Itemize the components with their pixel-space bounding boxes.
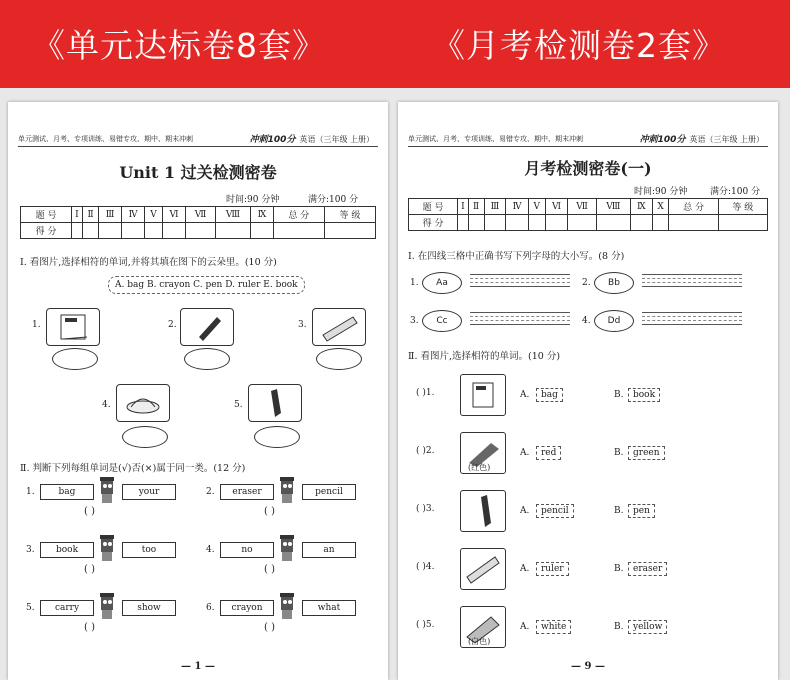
word-box: book	[40, 542, 94, 558]
table-header-cell: Ⅷ	[596, 199, 630, 215]
score-cell[interactable]	[596, 215, 630, 231]
option-b-word[interactable]: book	[628, 388, 660, 402]
answer-cloud-1[interactable]	[52, 348, 98, 370]
answer-parentheses[interactable]: ( )	[84, 564, 95, 575]
letter-bubble: Cc	[422, 310, 462, 332]
time-limit: 时间:90 分钟	[226, 195, 280, 205]
score-cell[interactable]	[186, 223, 215, 239]
table-header-cell: 等 级	[718, 199, 767, 215]
question-2-title: Ⅱ. 判断下列每组单词是(√)否(×)属于同一类。(12 分)	[20, 463, 246, 474]
answer-parentheses[interactable]: ( )	[84, 506, 95, 517]
word-box: too	[122, 542, 176, 558]
option-b-label: B.	[614, 448, 624, 458]
word-box: your	[122, 484, 176, 500]
score-cell[interactable]	[99, 223, 122, 239]
word-box: show	[122, 600, 176, 616]
option-b-word[interactable]: pen	[628, 504, 655, 518]
pair-number: 3.	[26, 545, 35, 555]
table-header-cell: 总 分	[273, 207, 324, 223]
robot-icon	[96, 534, 118, 564]
item-picture	[460, 374, 506, 416]
left-exam-page	[8, 102, 388, 680]
pic-label-4: 4.	[102, 400, 111, 410]
item-picture	[460, 548, 506, 590]
page-title: 月考检测密卷(一)	[524, 159, 652, 178]
pair-number: 6.	[206, 603, 215, 613]
score-table-head	[409, 199, 768, 215]
table-header-cell: Ⅶ	[568, 199, 596, 215]
score-cell[interactable]	[630, 215, 652, 231]
score-cell[interactable]	[121, 223, 144, 239]
letter-number: 3.	[410, 316, 419, 326]
table-header-cell: Ⅸ	[251, 207, 274, 223]
answer-parentheses[interactable]: ( )	[84, 622, 95, 633]
brand-logo: 冲刺100分	[249, 135, 296, 145]
score-cell[interactable]	[82, 223, 99, 239]
pic-label-3: 3.	[298, 320, 307, 330]
score-cell[interactable]	[215, 223, 250, 239]
page-header	[408, 132, 768, 147]
pen-picture	[248, 384, 302, 422]
option-b-word[interactable]: eraser	[628, 562, 667, 576]
option-b-label: B.	[614, 564, 624, 574]
picture-caption: (白色)	[468, 637, 491, 646]
score-cell[interactable]	[324, 223, 375, 239]
score-cell[interactable]	[652, 215, 669, 231]
option-b-word[interactable]: yellow	[628, 620, 667, 634]
letter-number: 1.	[410, 278, 419, 288]
four-line-grid[interactable]	[470, 312, 570, 330]
option-a-word[interactable]: ruler	[536, 562, 569, 576]
letter-bubble: Bb	[594, 272, 634, 294]
score-cell[interactable]	[145, 223, 163, 239]
score-cell[interactable]	[468, 215, 484, 231]
robot-icon	[276, 534, 298, 564]
answer-cloud-4[interactable]	[122, 426, 168, 448]
table-header-cell: Ⅰ	[458, 199, 468, 215]
option-a-label: A.	[520, 622, 530, 632]
four-line-grid[interactable]	[470, 274, 570, 292]
picture-caption: (红色)	[468, 463, 491, 472]
score-cell[interactable]	[251, 223, 274, 239]
table-header-cell: Ⅵ	[545, 199, 568, 215]
four-line-grid[interactable]	[642, 274, 742, 292]
table-header-cell: Ⅷ	[215, 207, 250, 223]
score-cell[interactable]	[506, 215, 529, 231]
bag-picture	[116, 384, 170, 422]
table-row-label: 得 分	[409, 215, 458, 231]
word-box: bag	[40, 484, 94, 500]
robot-icon	[96, 592, 118, 622]
answer-parentheses[interactable]: ( )	[264, 564, 275, 575]
pair-number: 4.	[206, 545, 215, 555]
banner-left-title: 《单元达标卷8套》	[32, 26, 326, 65]
score-cell[interactable]	[162, 223, 185, 239]
score-table	[20, 206, 376, 239]
pic-label-2: 2.	[168, 320, 177, 330]
table-header-cell: Ⅶ	[186, 207, 215, 223]
time-limit: 时间:90 分钟	[634, 187, 688, 197]
option-a-word[interactable]: white	[536, 620, 571, 634]
crayon-picture	[180, 308, 234, 346]
word-box: carry	[40, 600, 94, 616]
word-box: no	[220, 542, 274, 558]
table-header-cell: Ⅴ	[145, 207, 163, 223]
table-header-cell: 题 号	[409, 199, 458, 215]
table-header-cell: Ⅳ	[121, 207, 144, 223]
item-number[interactable]: ( )4.	[416, 562, 435, 572]
item-number[interactable]: ( )5.	[416, 620, 435, 630]
answer-parentheses[interactable]: ( )	[264, 622, 275, 633]
robot-icon	[276, 476, 298, 506]
table-header-cell: Ⅱ	[82, 207, 99, 223]
score-cell[interactable]	[669, 215, 718, 231]
letter-number: 2.	[582, 278, 591, 288]
option-b-label: B.	[614, 390, 624, 400]
score-cell[interactable]	[545, 215, 568, 231]
robot-icon	[96, 476, 118, 506]
option-b-word[interactable]: green	[628, 446, 665, 460]
header-subjects: 单元测试、月考、专项训练、易错专攻、期中、期末冲刺	[408, 135, 583, 143]
pic-label-5: 5.	[234, 400, 243, 410]
four-line-grid[interactable]	[642, 312, 742, 330]
word-box: eraser	[220, 484, 274, 500]
letter-number: 4.	[582, 316, 591, 326]
pair-number: 2.	[206, 487, 215, 497]
score-cell[interactable]	[458, 215, 468, 231]
table-header-cell: Ⅲ	[484, 199, 506, 215]
page-number: — 1 —	[181, 661, 215, 672]
pair-number: 5.	[26, 603, 35, 613]
answer-cloud-5[interactable]	[254, 426, 300, 448]
item-picture	[460, 490, 506, 532]
table-row-label: 得 分	[21, 223, 72, 239]
banner-right-title: 《月考检测卷2套》	[432, 26, 726, 65]
pair-number: 1.	[26, 487, 35, 497]
score-cell[interactable]	[484, 215, 506, 231]
table-header-cell: 总 分	[669, 199, 718, 215]
item-number[interactable]: ( )3.	[416, 504, 435, 514]
option-b-label: B.	[614, 506, 624, 516]
word-options-box: A. bag B. crayon C. pen D. ruler E. book	[108, 276, 305, 294]
option-b-label: B.	[614, 622, 624, 632]
answer-cloud-2[interactable]	[184, 348, 230, 370]
letter-bubble: Dd	[594, 310, 634, 332]
ruler-picture	[312, 308, 366, 346]
table-header-cell: Ⅰ	[72, 207, 83, 223]
answer-cloud-3[interactable]	[316, 348, 362, 370]
table-header-cell: Ⅵ	[162, 207, 185, 223]
full-score: 满分:100 分	[710, 187, 761, 197]
item-number[interactable]: ( )2.	[416, 446, 435, 456]
option-a-label: A.	[520, 390, 530, 400]
score-cell[interactable]	[568, 215, 596, 231]
question-2-title: Ⅱ. 看图片,选择相符的单词。(10 分)	[408, 351, 561, 362]
word-box: an	[302, 542, 356, 558]
table-header-cell: Ⅱ	[468, 199, 484, 215]
page-number: — 9 —	[571, 661, 605, 672]
score-cell[interactable]	[718, 215, 767, 231]
word-box: crayon	[220, 600, 274, 616]
right-exam-page	[398, 102, 778, 680]
page-header	[18, 132, 378, 147]
option-a-word[interactable]: red	[536, 446, 561, 460]
header-course: 英语（三年级 上册）	[299, 135, 374, 144]
score-table-row	[21, 223, 376, 239]
book-picture	[46, 308, 100, 346]
option-a-label: A.	[520, 448, 530, 458]
letter-bubble: Aa	[422, 272, 462, 294]
score-table	[408, 198, 768, 231]
word-box: pencil	[302, 484, 356, 500]
option-a-word[interactable]: bag	[536, 388, 563, 402]
score-cell[interactable]	[273, 223, 324, 239]
header-course: 英语（三年级 上册）	[689, 135, 764, 144]
score-table-row	[409, 215, 768, 231]
score-cell[interactable]	[72, 223, 83, 239]
item-number[interactable]: ( )1.	[416, 388, 435, 398]
table-header-cell: 题 号	[21, 207, 72, 223]
table-header-cell: Ⅳ	[506, 199, 529, 215]
question-1-title: Ⅰ. 在四线三格中正确书写下列字母的大小写。(8 分)	[408, 251, 625, 262]
table-header-cell: Ⅴ	[528, 199, 545, 215]
table-header-cell: 等 级	[324, 207, 375, 223]
brand-logo: 冲刺100分	[639, 135, 686, 145]
table-header-cell: Ⅲ	[99, 207, 122, 223]
table-header-cell: Ⅸ	[630, 199, 652, 215]
page-title: Unit 1 过关检测密卷	[119, 163, 277, 182]
option-a-label: A.	[520, 506, 530, 516]
top-banner	[0, 0, 790, 88]
score-cell[interactable]	[528, 215, 545, 231]
table-header-cell: Ⅹ	[652, 199, 669, 215]
word-box: what	[302, 600, 356, 616]
pic-label-1: 1.	[32, 320, 41, 330]
question-1-title: Ⅰ. 看图片,选择相符的单词,并将其填在图下的云朵里。(10 分)	[20, 257, 277, 268]
option-a-label: A.	[520, 564, 530, 574]
full-score: 满分:100 分	[308, 195, 359, 205]
header-subjects: 单元测试、月考、专项训练、易错专攻、期中、期末冲刺	[18, 135, 193, 143]
answer-parentheses[interactable]: ( )	[264, 506, 275, 517]
robot-icon	[276, 592, 298, 622]
score-table-head	[21, 207, 376, 223]
option-a-word[interactable]: pencil	[536, 504, 574, 518]
